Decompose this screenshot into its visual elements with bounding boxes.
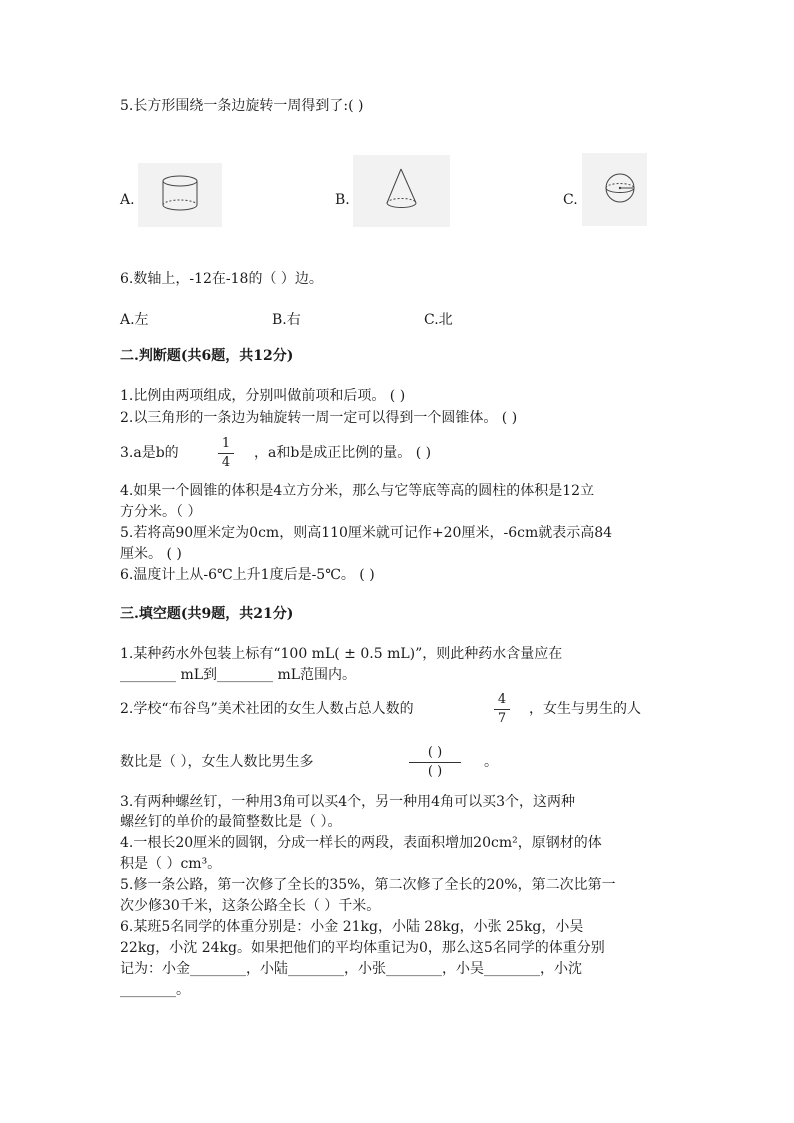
cone-icon bbox=[353, 155, 450, 227]
fill-item-6-line-2: 22kg，小沈 24kg。如果把他们的平均体重记为0，那么这5名同学的体重分别 bbox=[120, 940, 605, 956]
q6-option-c[interactable]: C.北 bbox=[424, 312, 453, 328]
judge-item-3-start: 3.a是b的 bbox=[120, 445, 179, 461]
fill-item-2-line-2: 数比是（ ），女生人数比男生多 bbox=[120, 754, 314, 770]
fraction-numerator: ( ) bbox=[427, 745, 443, 760]
fraction-bar bbox=[218, 453, 234, 454]
q6-option-b[interactable]: B.右 bbox=[272, 312, 301, 328]
judge-item-4-line-2: 方分米。（ ） bbox=[120, 504, 202, 520]
fill-item-5-line-2: 次少修30千米，这条公路全长（ ）千米。 bbox=[120, 898, 381, 914]
fraction-4-7 bbox=[494, 692, 510, 727]
fill-item-6-line-4: ________。 bbox=[120, 982, 190, 998]
q6-option-a[interactable]: A.左 bbox=[120, 312, 149, 328]
cylinder-icon bbox=[138, 163, 222, 227]
question-6-stem: 6.数轴上，-12在-18的（ ）边。 bbox=[120, 271, 323, 287]
fraction-denominator: ( ) bbox=[427, 764, 443, 779]
judge-item-3-end: ，a和b是成正比例的量。 ( ) bbox=[254, 445, 432, 461]
option-b-label[interactable]: B. bbox=[335, 192, 350, 208]
sphere-image[interactable] bbox=[582, 153, 647, 226]
section-3-title: 三.填空题(共9题，共21分) bbox=[120, 606, 294, 622]
judge-item-1: 1.比例由两项组成，分别叫做前项和后项。 ( ) bbox=[120, 388, 406, 404]
judge-item-6: 6.温度计上从-6℃上升1度后是-5℃。 ( ) bbox=[120, 567, 375, 583]
fill-item-1-line-2: ________ mL到________ mL范围内。 bbox=[120, 667, 357, 683]
fraction-numerator: 4 bbox=[497, 692, 507, 707]
fraction-1-4 bbox=[218, 436, 234, 471]
fill-item-2-end: ，女生与男生的人 bbox=[529, 701, 641, 717]
fill-item-4-line-1: 4.一根长20厘米的圆钢，分成一样长的两段，表面积增加20cm²，原钢材的体 bbox=[120, 835, 602, 851]
cylinder-image[interactable] bbox=[138, 163, 222, 227]
fill-item-3-line-1: 3.有两种螺丝钉，一种用3角可以买4个，另一种用4角可以买3个，这两种 bbox=[120, 794, 575, 810]
sphere-icon bbox=[582, 153, 647, 226]
fraction-denominator: 4 bbox=[221, 455, 231, 470]
fraction-bar bbox=[494, 709, 510, 710]
fraction-denominator: 7 bbox=[497, 711, 507, 726]
question-5-stem: 5.长方形围绕一条边旋转一周得到了:( ) bbox=[120, 98, 364, 114]
judge-item-5-line-2: 厘米。 ( ) bbox=[120, 546, 182, 562]
option-a-label[interactable]: A. bbox=[120, 192, 135, 208]
fill-item-2-period: 。 bbox=[484, 754, 498, 770]
fill-item-1-line-1: 1.某种药水外包装上标有“100 mL( ± 0.5 mL)”，则此种药水含量应在 bbox=[120, 646, 563, 662]
cone-image[interactable] bbox=[353, 155, 450, 227]
fill-item-6-line-3: 记为：小金________，小陆________，小张________，小吴________，小沈 bbox=[120, 961, 582, 977]
fraction-blank[interactable] bbox=[409, 745, 461, 780]
judge-item-4-line-1: 4.如果一个圆锥的体积是4立方分米，那么与它等底等高的圆柱的体积是12立 bbox=[120, 483, 595, 499]
judge-item-5-line-1: 5.若将高90厘米定为0cm，则高110厘米就可记作+20厘米，-6cm就表示高84 bbox=[120, 525, 613, 541]
section-2-title: 二.判断题(共6题，共12分) bbox=[120, 348, 294, 364]
fill-item-3-line-2: 螺丝钉的单价的最简整数比是（ ）。 bbox=[120, 814, 342, 830]
fill-item-4-line-2: 积是（ ）cm³。 bbox=[120, 856, 222, 872]
judge-item-2: 2.以三角形的一条边为轴旋转一周一定可以得到一个圆锥体。 ( ) bbox=[120, 410, 518, 426]
fraction-bar bbox=[409, 762, 461, 763]
fraction-numerator: 1 bbox=[221, 436, 231, 451]
fill-item-5-line-1: 5.修一条公路，第一次修了全长的35%，第二次修了全长的20%，第二次比第一 bbox=[120, 877, 616, 893]
option-c-label[interactable]: C. bbox=[563, 192, 578, 208]
fill-item-2-start: 2.学校“布谷鸟”美术社团的女生人数占总人数的 bbox=[120, 701, 414, 717]
fill-item-6-line-1: 6.某班5名同学的体重分别是：小金 21kg，小陆 28kg，小张 25kg，小吴 bbox=[120, 919, 584, 935]
